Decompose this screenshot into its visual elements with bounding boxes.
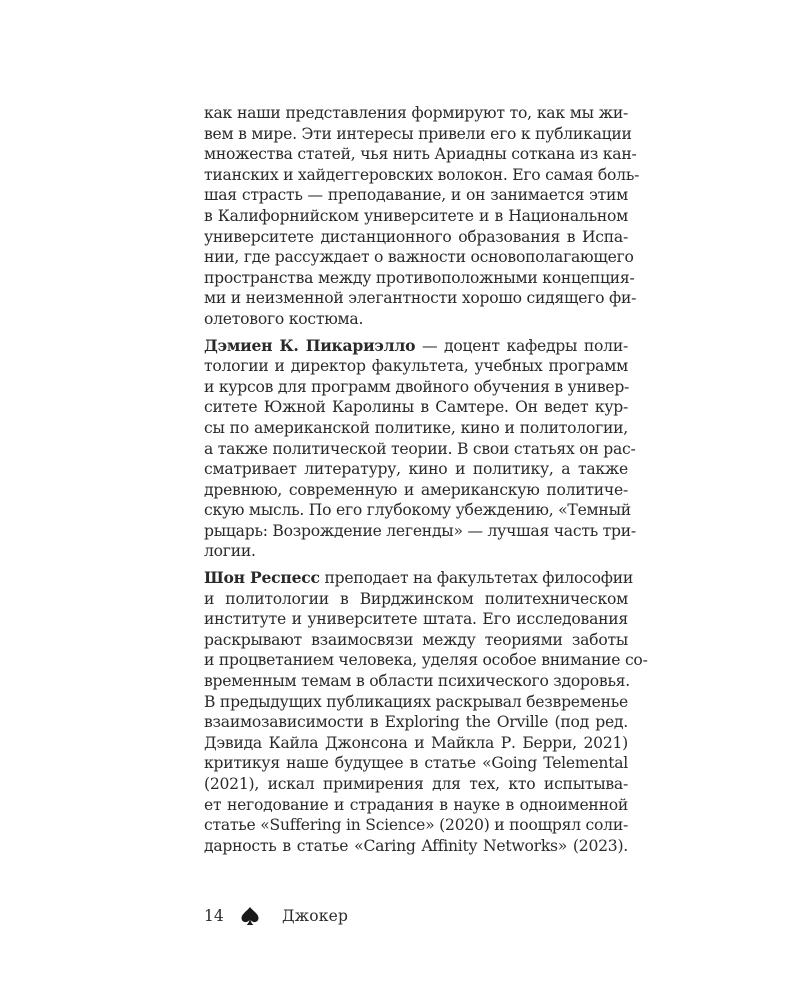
text-line: и политологии в Вирджинском политехническом xyxy=(204,589,628,608)
text-line: шая страсть — преподавание, и он занимается этим xyxy=(204,186,628,205)
text-line: ет негодование и страдания в науке в одноименной xyxy=(204,795,628,814)
text-line: вем в мире. Эти интересы привели его к публикации xyxy=(204,124,632,143)
text-line: рыцарь: Возрождение легенды» — лучшая часть три- xyxy=(204,521,636,540)
text-line: институте и университете штата. Его исследования xyxy=(204,610,628,629)
text-line xyxy=(204,336,628,357)
text-line: древнюю, современную и американскую политиче- xyxy=(204,480,628,499)
text-line: временным темам в области психического здоровья. xyxy=(204,672,630,691)
text-line: и процветанием человека, уделяя особое внимание со- xyxy=(204,651,648,670)
text-line: сматривает литературу, кино и политику, а также xyxy=(204,460,628,479)
text-line: ситете Южной Каролины в Самтере. Он ведет кур- xyxy=(204,398,628,417)
text-line: статье «Suffering in Science» (2020) и поощрял соли- xyxy=(204,816,628,835)
text-line: тианских и хайдеггеровских волокон. Его самая боль- xyxy=(204,165,640,184)
text-line: множества статей, чья нить Ариадны соткана из кан- xyxy=(204,145,637,164)
paragraph-2 xyxy=(204,335,636,563)
text-fragment: преподает на факультетах философии xyxy=(319,569,634,588)
text-line: скую мысль. По его глубокому убеждению, «Темный xyxy=(204,501,631,520)
text-line: сы по американской политике, кино и политологии, xyxy=(204,418,628,437)
paragraph-3 xyxy=(204,568,648,856)
spade-icon xyxy=(240,906,260,926)
text-line: В предыдущих публикациях раскрывал безвременье xyxy=(204,692,628,711)
text-line: нии, где рассуждает о важности основополагающего xyxy=(204,248,634,267)
text-line xyxy=(204,568,634,589)
text-line: университете дистанционного образования в Испа- xyxy=(204,227,628,246)
paragraph-1 xyxy=(204,103,640,330)
text-line: (2021), искал примирения для тех, кто испытыва- xyxy=(204,775,628,793)
author-name: Дэмиен К. Пикариэлло xyxy=(204,335,416,355)
running-title: Джокер xyxy=(282,907,349,925)
body-text xyxy=(204,103,648,856)
text-line: ми и неизменной элегантности хорошо сидящего фи- xyxy=(204,289,637,308)
text-line: а также политической теории. В свои статьях он рас- xyxy=(204,439,636,458)
text-line: раскрывают взаимосвязи между теориями заботы xyxy=(204,630,628,649)
text-line: дарность в статье «Caring Affinity Networks» (2023). xyxy=(204,836,628,855)
text-line: как наши представления формируют то, как мы жи- xyxy=(204,104,628,122)
text-line: пространства между противоположными концепция- xyxy=(204,268,635,287)
author-name: Шон Респесс xyxy=(204,568,320,588)
text-fragment: — доцент кафедры поли- xyxy=(415,336,628,355)
text-line: тологии и директор факультета, учебных программ xyxy=(204,357,628,376)
text-line: в Калифорнийском университете и в Национальном xyxy=(204,206,628,225)
text-line: взаимозависимости в Exploring the Orville (под ред. xyxy=(204,713,628,732)
text-line: Дэвида Кайла Джонсона и Майкла Р. Берри, 2021) xyxy=(204,733,628,752)
text-line: логии. xyxy=(204,542,256,561)
page-footer xyxy=(204,906,348,926)
text-line: олетового костюма. xyxy=(204,309,364,328)
text-line: и курсов для программ двойного обучения в универ- xyxy=(204,377,630,396)
page-number: 14 xyxy=(204,907,224,925)
text-line: критикуя наше будущее в статье «Going Telemental xyxy=(204,754,628,773)
